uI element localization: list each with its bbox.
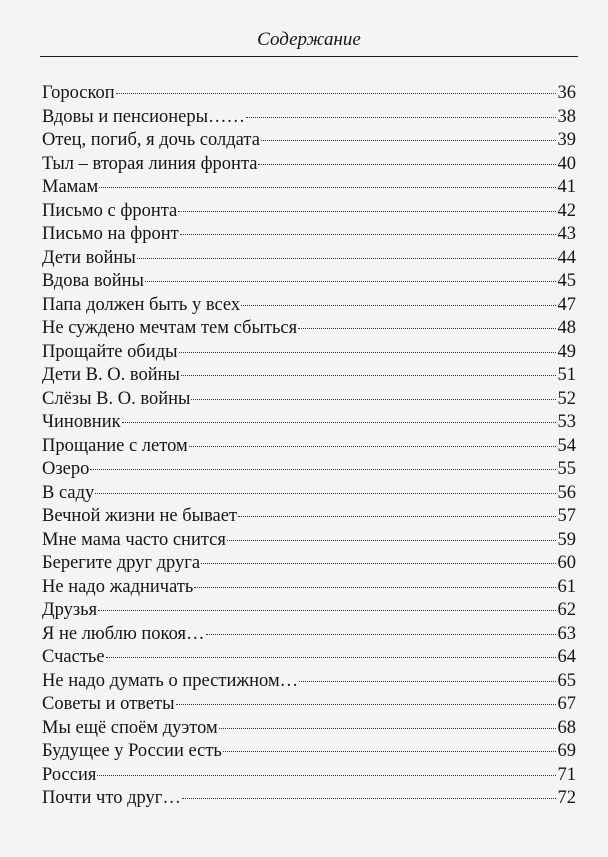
toc-entry-title: Дети войны: [42, 247, 136, 268]
toc-entry: [42, 599, 576, 623]
toc-entry: [42, 787, 576, 811]
toc-entry: [42, 623, 576, 647]
toc-entry-page-number: 51: [557, 365, 576, 385]
toc-entry: [42, 317, 576, 341]
dot-leader: [137, 258, 556, 259]
dot-leader: [227, 540, 556, 541]
toc-entry-page-number: 53: [557, 412, 576, 432]
toc-entry: [42, 482, 576, 506]
toc-entry-title: Друзья: [42, 600, 98, 620]
toc-entry: [42, 529, 576, 553]
toc-entry-title: В саду: [42, 482, 95, 503]
toc-entry: [42, 200, 576, 224]
toc-entry-title: Не надо жадничать: [42, 576, 194, 597]
dot-leader: [299, 681, 555, 682]
dot-leader: [181, 375, 556, 376]
toc-entry: [42, 693, 576, 717]
toc-entry: [42, 294, 576, 318]
dot-leader: [298, 328, 555, 329]
dot-leader: [182, 798, 556, 799]
toc-entry-page-number: 52: [557, 388, 576, 409]
toc-entry: [42, 552, 576, 576]
dot-leader: [261, 140, 556, 141]
toc-entry: [42, 129, 576, 153]
dot-leader: [238, 516, 555, 517]
toc-entry-page-number: 56: [557, 482, 576, 503]
toc-entry-page-number: 48: [557, 318, 576, 338]
toc-entry-page-number: 40: [557, 153, 576, 174]
toc-entry-title: Вдовы и пенсионеры……: [42, 106, 246, 127]
toc-entry-page-number: 45: [557, 271, 576, 291]
toc-entry-page-number: 36: [557, 83, 576, 103]
dot-leader: [176, 704, 556, 705]
toc-entry-page-number: 71: [557, 764, 576, 785]
page-title: Содержание: [257, 29, 361, 50]
toc-entry-title: Будущее у России есть: [42, 741, 222, 761]
toc-entry-title: Озеро: [42, 459, 90, 479]
toc-entry-title: Гороскоп: [42, 83, 115, 103]
toc-entry: [42, 670, 576, 694]
toc-entry-page-number: 49: [557, 341, 576, 362]
dot-leader: [122, 422, 556, 423]
dot-leader: [99, 187, 555, 188]
toc-entry-title: Чиновник: [42, 412, 121, 432]
toc-entry-page-number: 62: [557, 600, 576, 620]
toc-entry: [42, 82, 576, 106]
dot-leader: [116, 93, 556, 94]
toc-entry-title: Вдова войны: [42, 271, 144, 291]
toc-entry-page-number: 43: [557, 224, 576, 244]
toc-entry: [42, 764, 576, 788]
toc-entry-page-number: 41: [557, 177, 576, 197]
table-of-contents: [42, 82, 576, 811]
dot-leader: [95, 493, 555, 494]
dot-leader: [97, 775, 555, 776]
toc-entry-page-number: 38: [557, 106, 576, 127]
toc-entry: [42, 388, 576, 412]
toc-entry-title: Берегите друг друга: [42, 553, 201, 573]
dot-leader: [180, 234, 556, 235]
toc-entry-title: Прощайте обиды: [42, 341, 178, 362]
dot-leader: [206, 634, 556, 635]
toc-entry-title: Почти что друг…: [42, 788, 181, 808]
toc-entry-title: Слёзы В. О. войны: [42, 388, 191, 409]
toc-entry: [42, 505, 576, 529]
dot-leader: [98, 610, 555, 611]
toc-entry-title: Не суждено мечтам тем сбыться: [42, 318, 298, 338]
dot-leader: [258, 164, 555, 165]
toc-entry: [42, 153, 576, 177]
toc-entry-title: Письмо на фронт: [42, 224, 179, 244]
toc-entry-page-number: 57: [557, 506, 576, 526]
toc-entry-page-number: 59: [557, 529, 576, 550]
toc-entry: [42, 341, 576, 365]
toc-entry: [42, 576, 576, 600]
toc-entry-page-number: 72: [557, 788, 576, 808]
dot-leader: [106, 657, 556, 658]
toc-entry-title: Папа должен быть у всех: [42, 294, 241, 315]
toc-entry-page-number: 39: [557, 130, 576, 150]
toc-entry-page-number: 67: [557, 694, 576, 714]
toc-entry-page-number: 63: [557, 623, 576, 644]
dot-leader: [219, 728, 556, 729]
toc-entry: [42, 176, 576, 200]
dot-leader: [201, 563, 555, 564]
dot-leader: [194, 587, 555, 588]
toc-entry-page-number: 54: [557, 435, 576, 456]
toc-entry-page-number: 69: [557, 741, 576, 761]
dot-leader: [223, 751, 556, 752]
header-rule: [40, 56, 578, 57]
running-header: [40, 28, 578, 56]
dot-leader: [246, 117, 555, 118]
toc-entry: [42, 270, 576, 294]
toc-entry: [42, 247, 576, 271]
toc-entry: [42, 364, 576, 388]
toc-entry-title: Россия: [42, 764, 97, 785]
toc-entry-title: Тыл – вторая линия фронта: [42, 153, 258, 174]
toc-entry-title: Советы и ответы: [42, 694, 175, 714]
dot-leader: [145, 281, 556, 282]
toc-entry-page-number: 60: [557, 553, 576, 573]
toc-entry-title: Отец, погиб, я дочь солдата: [42, 130, 260, 150]
toc-entry: [42, 646, 576, 670]
toc-entry-title: Прощание с летом: [42, 435, 188, 456]
toc-entry-page-number: 68: [557, 717, 576, 738]
toc-entry-page-number: 47: [557, 294, 576, 315]
dot-leader: [191, 399, 555, 400]
toc-entry-title: Дети В. О. войны: [42, 365, 180, 385]
toc-entry: [42, 458, 576, 482]
toc-entry: [42, 106, 576, 130]
toc-entry: [42, 223, 576, 247]
toc-entry: [42, 740, 576, 764]
toc-entry-page-number: 44: [557, 247, 576, 268]
toc-entry: [42, 411, 576, 435]
toc-entry-page-number: 61: [557, 576, 576, 597]
toc-entry-page-number: 64: [557, 647, 576, 667]
toc-entry-title: Счастье: [42, 647, 105, 667]
toc-entry-page-number: 65: [557, 670, 576, 691]
toc-entry-title: Письмо с фронта: [42, 200, 178, 221]
toc-entry-title: Мне мама часто снится: [42, 529, 226, 550]
toc-entry-title: Я не люблю покоя…: [42, 623, 205, 644]
toc-entry-page-number: 55: [557, 459, 576, 479]
dot-leader: [90, 469, 555, 470]
toc-entry-title: Мы ещё споём дуэтом: [42, 717, 218, 738]
dot-leader: [178, 211, 555, 212]
toc-entry: [42, 717, 576, 741]
toc-entry-title: Мамам: [42, 177, 99, 197]
toc-entry-page-number: 42: [557, 200, 576, 221]
dot-leader: [241, 305, 555, 306]
toc-entry-title: Не надо думать о престижном…: [42, 670, 299, 691]
toc-entry-title: Вечной жизни не бывает: [42, 506, 238, 526]
toc-entry: [42, 435, 576, 459]
dot-leader: [189, 446, 556, 447]
dot-leader: [179, 352, 556, 353]
